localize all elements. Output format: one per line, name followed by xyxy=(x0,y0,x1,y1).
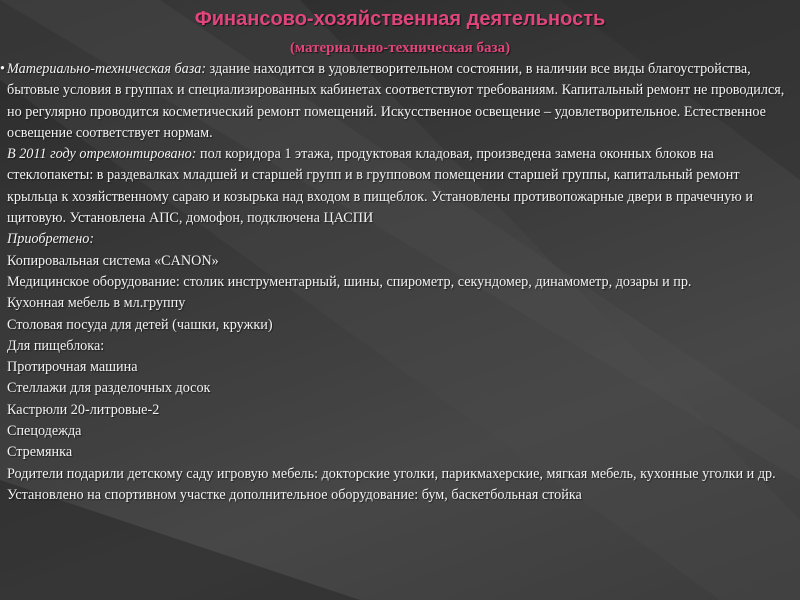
paragraph-repairs-lead: В 2011 году отремонтировано: xyxy=(7,146,197,163)
purchased-item: Родители подарили детскому саду игровую мебель: докторские уголки, парикмахерские, мягкая мебель, кухонные уголки и др. xyxy=(7,465,776,482)
purchased-item: Протирочная машина xyxy=(7,359,138,376)
slide-title: Финансово-хозяйственная деятельность xyxy=(194,8,606,30)
purchased-item: Кастрюли 20-литровые-2 xyxy=(7,401,160,418)
purchased-item: Спецодежда xyxy=(7,423,82,440)
purchased-item: Для пищеблока: xyxy=(7,337,105,354)
purchased-item: Столовая посуда для детей (чашки, кружки) xyxy=(7,316,273,333)
paragraph-material-base-text: здание находится в удовлетворительном состоянии, в наличии все виды благоустройства, бытовые условия в группах и специализированных кабинетах соответствуют требованиям. Капитальный ремонт не проводился, но регулярно проводится косметический ремонт помещений. Искусственное освещение – удовлетворительное. Естественное освещение соответствует нормам. xyxy=(7,61,785,141)
slide-body xyxy=(0,59,790,506)
purchased-item: Стремянка xyxy=(7,444,73,461)
slide-subtitle: (материально-техническая база) xyxy=(289,40,511,56)
purchased-item: Установлено на спортивном участке дополнительное оборудование: бум, баскетбольная стойка xyxy=(7,486,582,503)
paragraph-material-base xyxy=(0,59,790,144)
paragraph-repairs-text: пол коридора 1 этажа, продуктовая кладовая, произведена замена оконных блоков на стеклопакеты: в раздевалках младшей и старшей групп и в групповом помещении старшей группы, капитальный ремонт крыльца к хозяйственному сараю и козырька над входом в пищеблок. Установлены противопожарные двери в прачечную и щитовую. Установлена АПС, домофон, подключена ЦАСПИ xyxy=(7,146,753,227)
purchased-label: Приобретено: xyxy=(7,231,95,248)
bullet-icon: • xyxy=(0,61,5,77)
paragraph-repairs xyxy=(0,144,790,229)
purchased-item: Стеллажи для разделочных досок xyxy=(7,380,211,397)
purchased-item: Медицинское оборудование: столик инструментарный, шины, спирометр, секундомер, динамометр, дозары и пр. xyxy=(7,273,692,290)
purchased-item: Копировальная система «CANON» xyxy=(7,252,219,269)
paragraph-material-base-lead: Материально-техническая база: xyxy=(7,61,207,77)
purchased-item: Кухонная мебель в мл.группу xyxy=(7,295,186,312)
